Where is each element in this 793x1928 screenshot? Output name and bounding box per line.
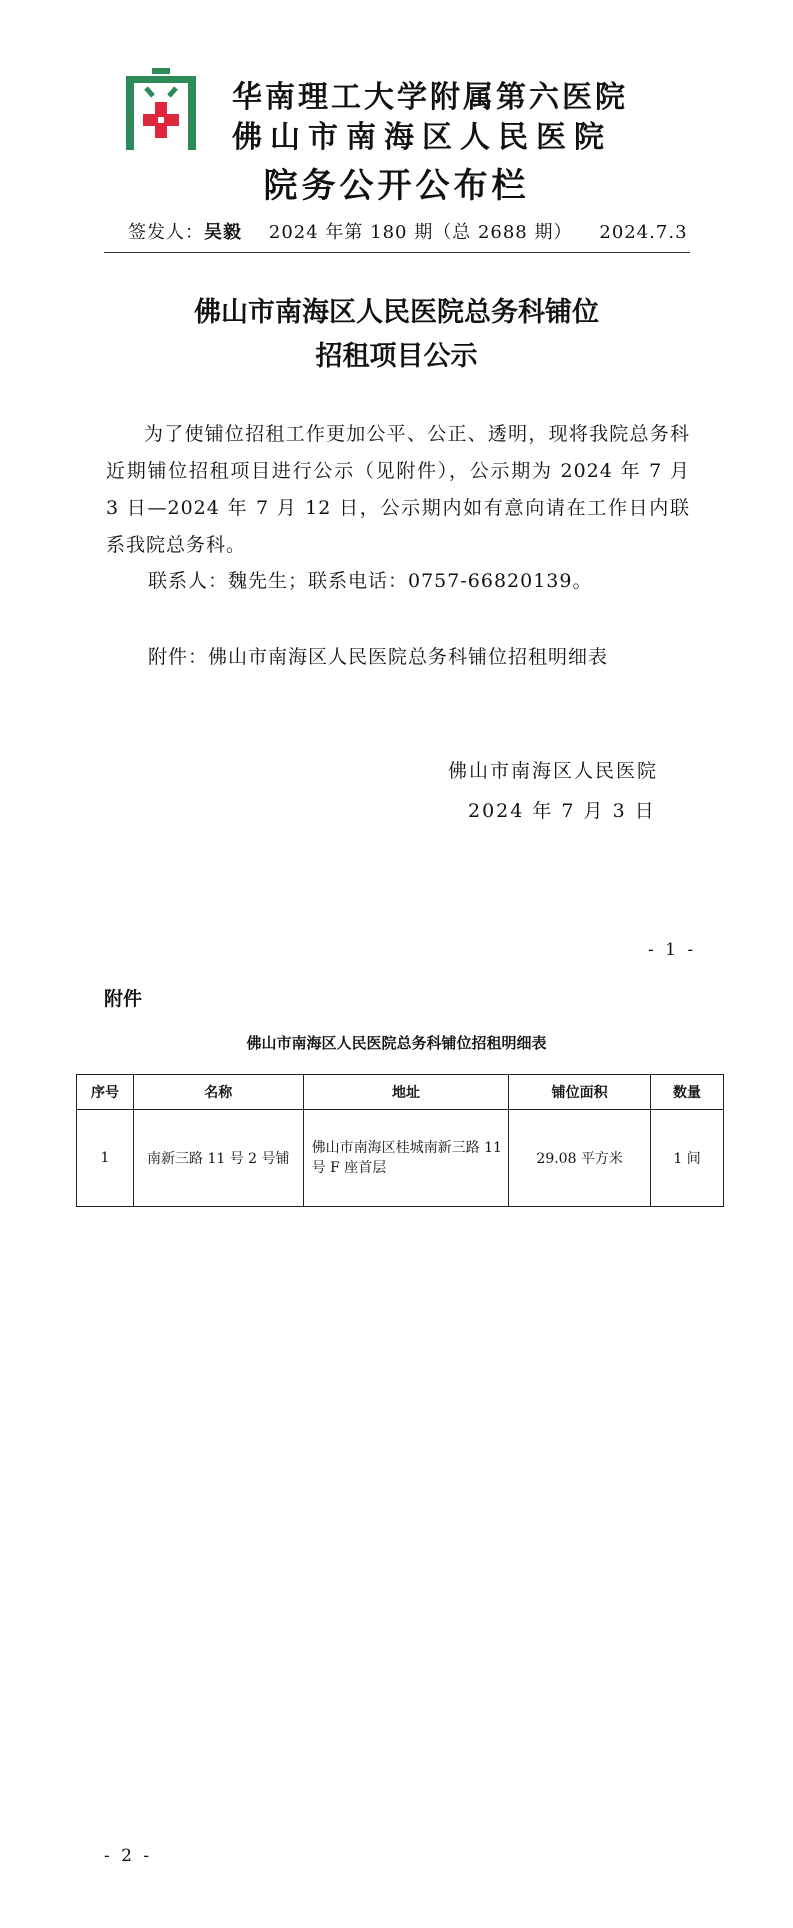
issue-number: 2024 年第 180 期（总 2688 期） bbox=[268, 222, 573, 243]
attachment-label: 附件 bbox=[104, 988, 143, 1010]
table-header-row bbox=[77, 1075, 724, 1110]
cell-index: 1 bbox=[77, 1110, 134, 1207]
cell-quantity: 1 间 bbox=[651, 1110, 724, 1207]
issue-line bbox=[128, 218, 688, 244]
signer-name: 吴毅 bbox=[204, 222, 242, 243]
hospital-name-line2: 佛山市南海区人民医院 bbox=[232, 120, 612, 155]
table-row bbox=[77, 1110, 724, 1207]
attachment-reference: 附件：佛山市南海区人民医院总务科铺位招租明细表 bbox=[148, 646, 609, 668]
cell-name: 南新三路 11 号 2 号铺 bbox=[133, 1110, 303, 1207]
hospital-logo-icon bbox=[122, 68, 200, 150]
notice-body: 为了使铺位招租工作更加公平、公正、透明，现将我院总务科近期铺位招租项目进行公示（见附件），公示期为 2024 年 7 月 3 日—2024 年 7 月 12 日，公示期内如有意向请在工作日内联系我院总务科。 bbox=[106, 423, 690, 556]
page-number-2: - 2 - bbox=[104, 1846, 153, 1866]
hospital-name-line1: 华南理工大学附属第六医院 bbox=[232, 80, 628, 115]
col-header-quantity: 数量 bbox=[651, 1075, 724, 1110]
notice-title-line1: 佛山市南海区人民医院总务科铺位 bbox=[194, 297, 599, 328]
table-title: 佛山市南海区人民医院总务科铺位招租明细表 bbox=[246, 1034, 547, 1052]
cell-address: 佛山市南海区桂城南新三路 11 号 F 座首层 bbox=[303, 1110, 509, 1207]
rental-detail-table bbox=[76, 1074, 724, 1207]
cell-area: 29.08 平方米 bbox=[509, 1110, 651, 1207]
contact-info: 联系人：魏先生；联系电话：0757-66820139。 bbox=[148, 570, 593, 592]
header-divider bbox=[104, 252, 690, 253]
board-title: 院务公开公布栏 bbox=[263, 166, 530, 206]
col-header-name: 名称 bbox=[133, 1075, 303, 1110]
col-header-address: 地址 bbox=[303, 1075, 509, 1110]
page-number-1: - 1 - bbox=[648, 940, 697, 960]
issuing-organization: 佛山市南海区人民医院 bbox=[448, 760, 659, 782]
hospital-logo bbox=[122, 68, 200, 150]
col-header-index: 序号 bbox=[77, 1075, 134, 1110]
issue-date: 2024.7.3 bbox=[599, 222, 688, 243]
notice-date: 2024 年 7 月 3 日 bbox=[468, 800, 656, 822]
notice-title-line2: 招租项目公示 bbox=[315, 341, 478, 372]
col-header-area: 铺位面积 bbox=[509, 1075, 651, 1110]
signer-label: 签发人： bbox=[128, 222, 204, 243]
